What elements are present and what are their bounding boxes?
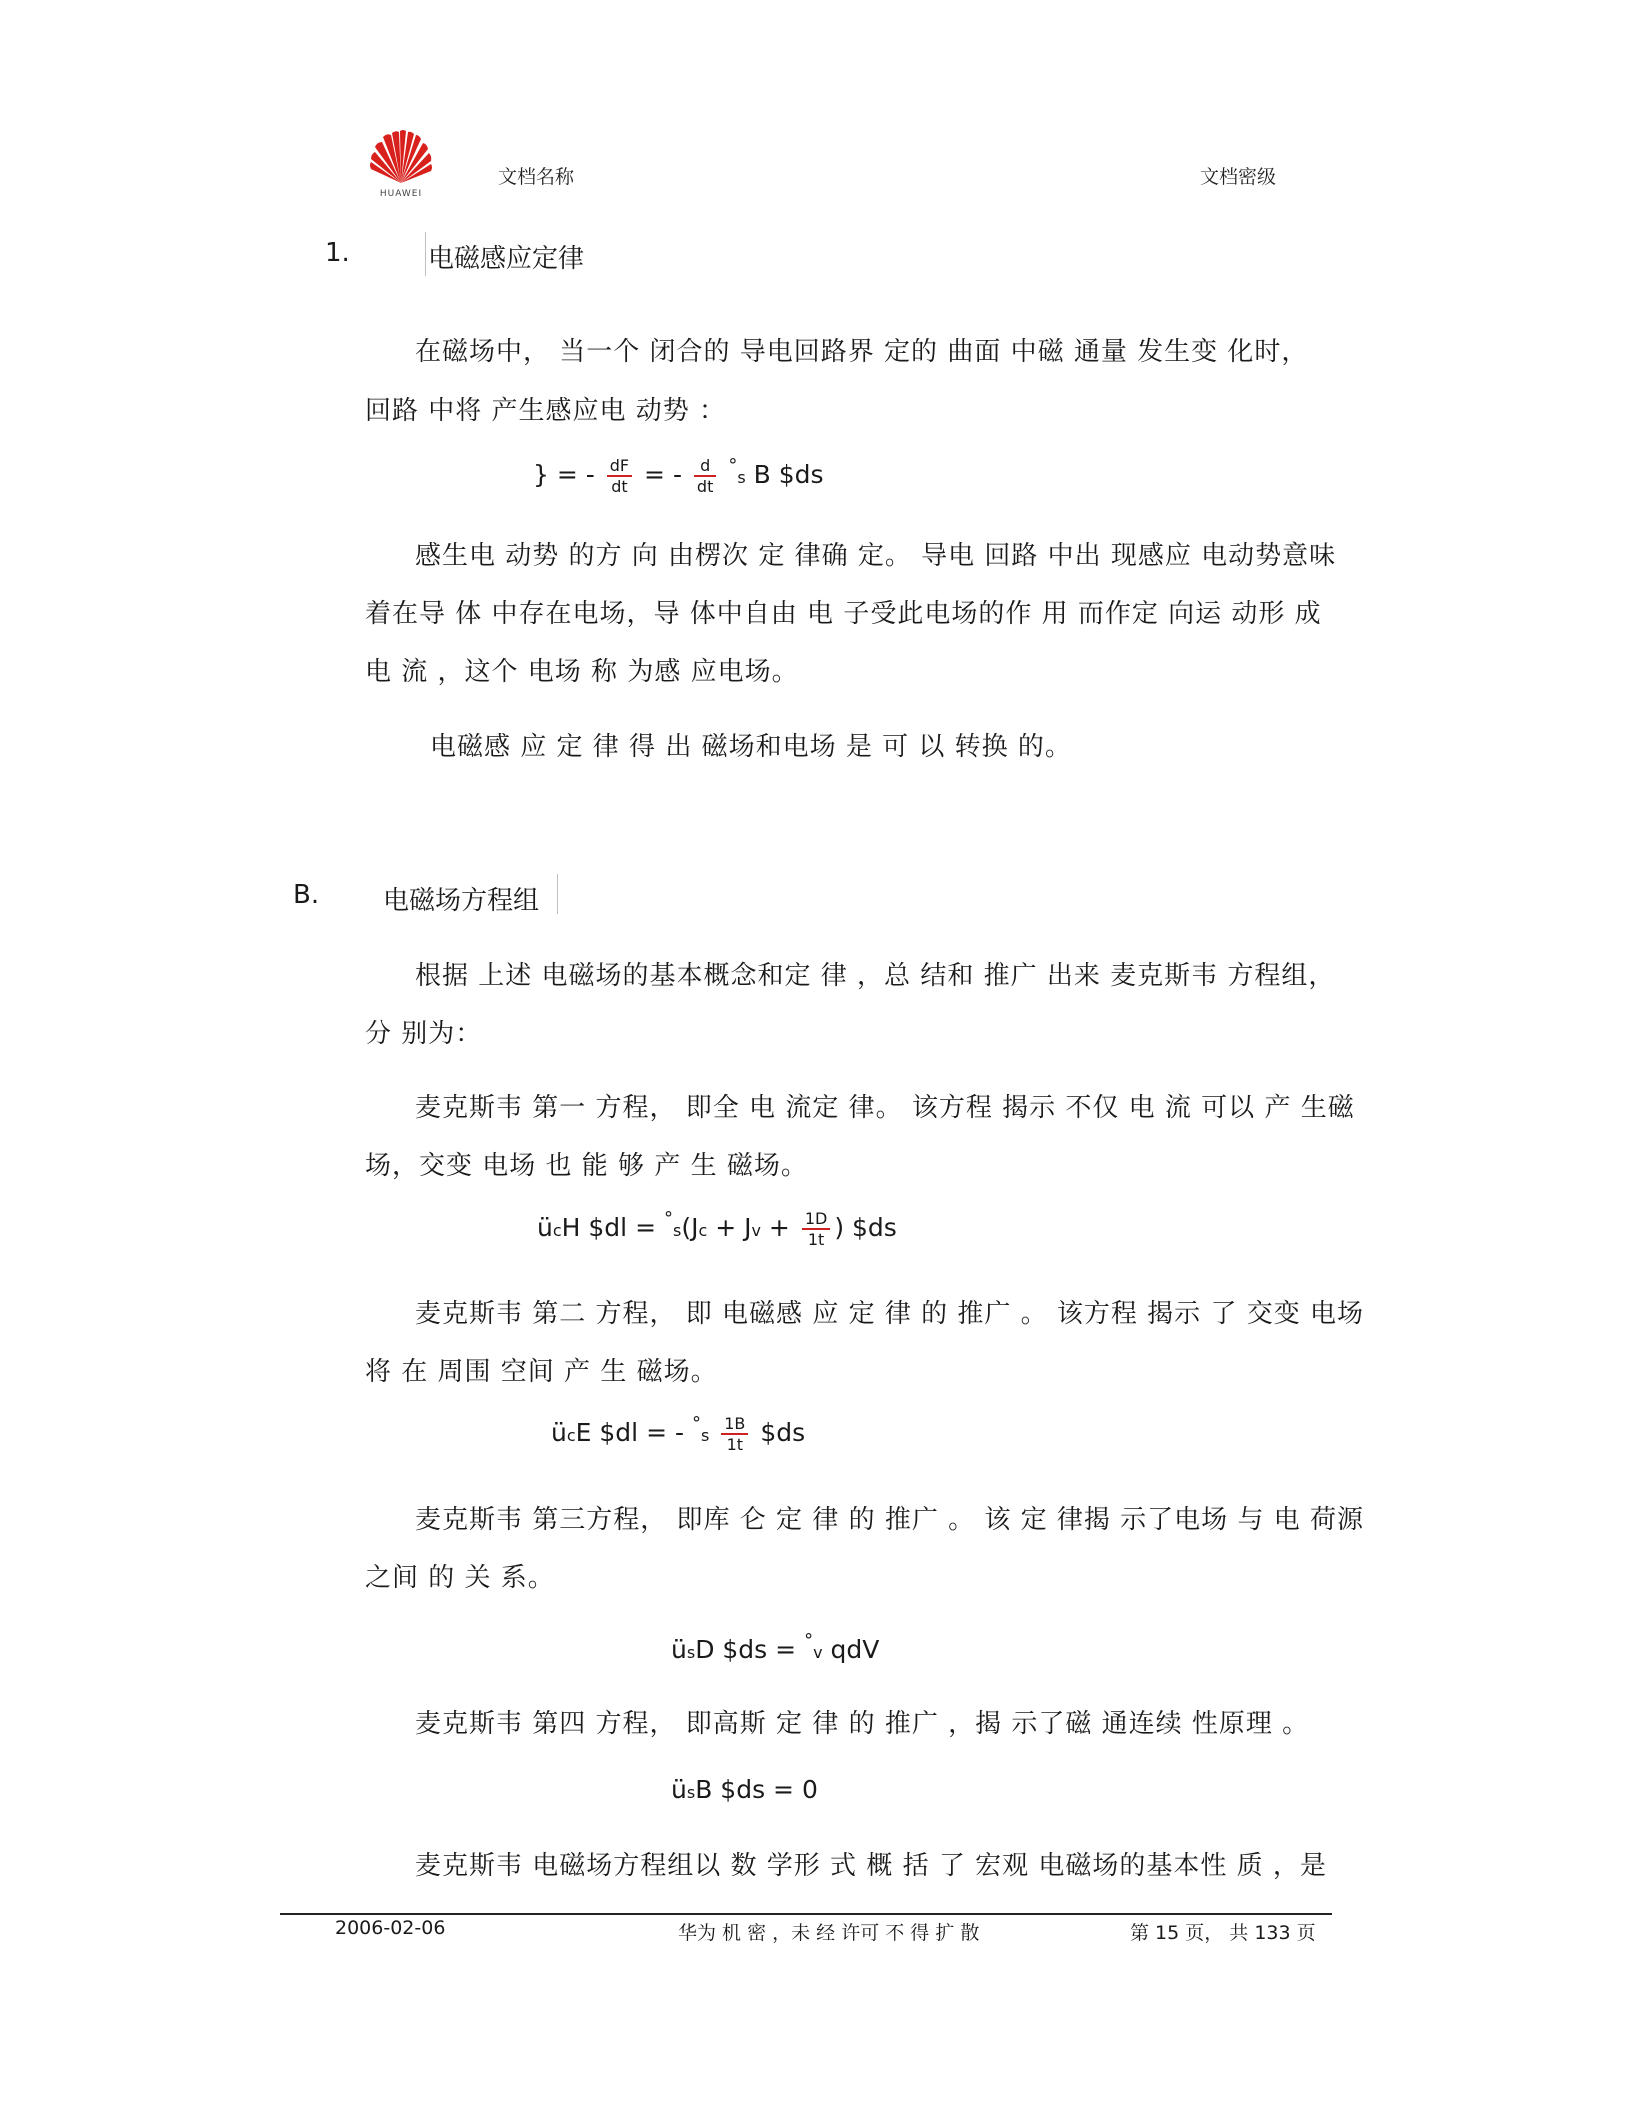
equation-part: + (760, 1213, 790, 1242)
logo-text: HUAWEI (379, 189, 423, 199)
integral-subscript: s (672, 1221, 682, 1240)
paragraph-text: 场，交变 电场 也 能 够 产 生 磁场。 (365, 1151, 808, 1181)
equation-subscript: c (698, 1221, 708, 1240)
integral-symbol: ° (663, 1208, 673, 1229)
footer-divider (280, 1913, 1332, 1915)
footer-date: 2006-02-06 (335, 1917, 446, 1939)
paragraph-text: 麦克斯韦 电磁场方程组以 数 学形 式 概 括 了 宏观 电磁场的基本性 质 ，是 (415, 1851, 1327, 1881)
equation-part: } = - (533, 460, 595, 489)
paragraph-text: 麦克斯韦 第四 方程， 即高斯 定 律 的 推广 ，揭 示了磁 通连续 性原理 。 (415, 1709, 1310, 1739)
paragraph-text: 根据 上述 电磁场的基本概念和定 律 ，总 结和 推广 出来 麦克斯韦 方程组， (415, 961, 1336, 991)
fraction-denominator: 1t (807, 1230, 825, 1249)
text-cursor-marker (425, 232, 426, 276)
fraction (694, 456, 716, 496)
document-level: 文档密级 (1200, 166, 1277, 188)
section-number-b: B. (293, 880, 320, 910)
equation-part: B $ds (753, 460, 824, 489)
equation-part: ) $ds (834, 1213, 897, 1242)
paragraph-text: 将 在 周围 空间 产 生 磁场。 (365, 1357, 718, 1387)
equation-part: $ds (760, 1418, 806, 1447)
document-name: 文档名称 (498, 166, 575, 188)
paragraph-text: 电磁感 应 定 律 得 出 磁场和电场 是 可 以 转换 的。 (430, 732, 1072, 762)
equation-part: (J (681, 1213, 699, 1242)
paragraph-text: 着在导 体 中存在电场，导 体中自由 电 子受此电场的作 用 而作定 向运 动形 成 (365, 599, 1322, 629)
paragraph-text: 分 别为： (365, 1019, 483, 1049)
paragraph-text: 在磁场中， 当一个 闭合的 导电回路界 定的 曲面 中磁 通量 发生变 化时， (415, 337, 1309, 367)
paragraph-text: 回路 中将 产生感应电 动势 ： (365, 396, 727, 426)
equation-maxwell-2 (551, 1413, 805, 1454)
paragraph-text: 感生电 动势 的方 向 由楞次 定 律确 定。 导电 回路 中出 现感应 电动势意味 (415, 541, 1337, 571)
integral-subscript: s (700, 1426, 710, 1445)
equation-part: ü (671, 1635, 687, 1664)
equation-maxwell-1 (537, 1208, 897, 1249)
fraction-numerator: 1B (721, 1414, 748, 1435)
integral-subscript: s (686, 1783, 696, 1802)
fraction-numerator: d (694, 456, 716, 477)
footer-confidential: 华为 机 密 ，未 经 许可 不 得 扩 散 (678, 1922, 980, 1944)
integral-symbol: ° (804, 1630, 814, 1651)
text-cursor-marker (557, 874, 558, 914)
huawei-logo (365, 125, 437, 197)
paragraph-text: 电 流 ，这个 电场 称 为感 应电场。 (365, 657, 799, 687)
fraction-denominator: 1t (726, 1435, 744, 1454)
integral-subscript: c (552, 1221, 562, 1240)
integral-symbol: ° (691, 1413, 701, 1434)
equation-maxwell-4 (671, 1775, 818, 1804)
integral-symbol: ° (728, 455, 738, 476)
footer-page-info: 第 15 页， 共 133 页 (1130, 1922, 1316, 1944)
integral-subscript: v (813, 1643, 823, 1662)
equation-part: ü (537, 1213, 553, 1242)
paragraph-text: 之间 的 关 系。 (365, 1563, 555, 1593)
fraction (607, 456, 632, 496)
fraction (802, 1209, 831, 1249)
paragraph-text: 麦克斯韦 第三方程， 即库 仑 定 律 的 推广 。 该 定 律揭 示了电场 与 电 荷源 (415, 1505, 1364, 1535)
section-title-b: 电磁场方程组 (383, 886, 540, 916)
equation-part: + J (707, 1213, 752, 1242)
paragraph-text: 麦克斯韦 第一 方程， 即全 电 流定 律。 该方程 揭示 不仅 电 流 可以 产 生磁 (415, 1093, 1355, 1123)
equation-maxwell-3 (671, 1630, 879, 1664)
huawei-logo-icon (365, 125, 437, 197)
equation-faraday (533, 455, 824, 496)
section-title-1: 电磁感应定律 (428, 244, 585, 274)
equation-part: E $dl = - (575, 1418, 684, 1447)
paragraph-text: 麦克斯韦 第二 方程， 即 电磁感 应 定 律 的 推广 。 该方程 揭示 了 交变 电场 (415, 1299, 1364, 1329)
equation-part: = - (644, 460, 682, 489)
fraction-denominator: dt (696, 477, 714, 496)
integral-subscript: s (737, 468, 746, 487)
section-number-1: 1. (325, 238, 350, 268)
fraction-denominator: dt (611, 477, 628, 496)
integral-subscript: c (566, 1426, 576, 1445)
equation-part: qdV (830, 1635, 880, 1664)
integral-subscript: s (686, 1643, 696, 1662)
fraction (721, 1414, 748, 1454)
equation-part: D $ds = (695, 1635, 797, 1664)
equation-part: B $ds = 0 (695, 1775, 818, 1804)
fraction-numerator: dF (607, 456, 632, 477)
equation-part: ü (551, 1418, 567, 1447)
equation-part: H $dl = (561, 1213, 657, 1242)
equation-part: ü (671, 1775, 687, 1804)
equation-subscript: v (751, 1221, 761, 1240)
fraction-numerator: 1D (802, 1209, 831, 1230)
